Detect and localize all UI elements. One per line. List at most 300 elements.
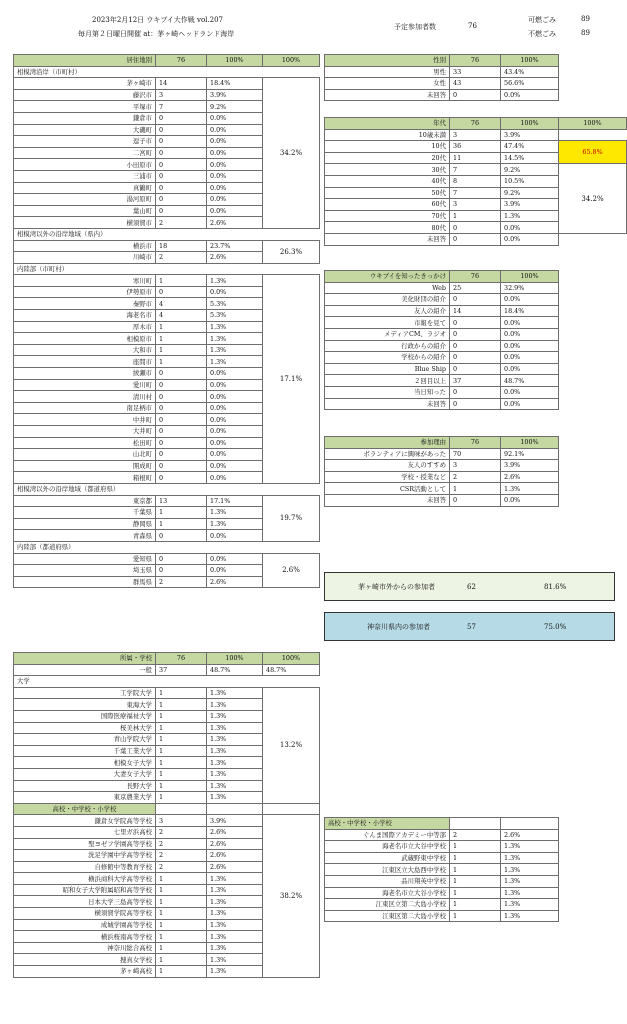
table-row [325,363,559,375]
place-name: 鎌倉市 [14,112,156,124]
count-cell: 1 [156,966,207,978]
place-name: 相模原市 [14,333,156,345]
place-name: 南足柄市 [14,402,156,414]
count-cell: 2 [156,576,207,588]
school-name: 七里ガ浜高校 [14,826,156,838]
age-label: 30代 [325,164,450,176]
count-cell: 1 [156,792,207,804]
count-cell: 0 [450,340,501,352]
place-name: 愛川町 [14,379,156,391]
pct-cell: 1.3% [501,852,559,864]
place-name: 埼玉県 [14,565,156,577]
burnable-label: 可燃ごみ [528,16,556,24]
header-cell: 100% [263,55,320,67]
count-cell: 1 [156,275,207,287]
section-row [14,228,320,240]
age-label: 50代 [325,187,450,199]
trigger-label: 市報を見て [325,317,450,329]
table-row [325,899,559,911]
gender-label: 未回答 [325,89,450,101]
table-row [14,240,320,252]
table-row [14,495,320,507]
group-summary: 17.1% [263,275,320,484]
group-summary: 19.7% [263,495,320,541]
school-table-2 [324,817,559,922]
count-cell: 0 [156,286,207,298]
count-cell: 1 [156,942,207,954]
pct-cell: 0.0% [207,460,263,472]
count-cell: 0 [156,414,207,426]
place-name: 大井町 [14,426,156,438]
header-cell: 性別 [325,55,450,67]
count-cell: 14 [450,305,501,317]
section-row [325,818,559,830]
pct-cell: 9.2% [501,164,559,176]
table-row [325,78,559,90]
pct-cell: 0.0% [207,530,263,542]
blank-cell [207,803,263,815]
count-cell: 2 [156,217,207,229]
count-cell: 1 [156,356,207,368]
trigger-label: 行政からの紹介 [325,340,450,352]
count-cell: 7 [450,164,501,176]
pct-cell: 23.7% [207,240,263,252]
gender-label: 女性 [325,78,450,90]
table-row [325,375,559,387]
blank-cell [559,129,627,141]
pct-cell: 0.0% [207,553,263,565]
school-name: 昭和女子大学附属昭和高等学校 [14,884,156,896]
pct-cell: 1.3% [501,875,559,887]
school-name: 江東区立大島西中学校 [325,864,450,876]
blank-cell [263,803,320,815]
header-cell: 居住地別 [14,55,156,67]
header-row [325,118,627,130]
section-title: 内陸部（市町村） [14,263,320,275]
header-cell: 100% [559,118,627,130]
header-cell: 100% [501,437,559,449]
pct-cell: 14.5% [501,152,559,164]
place-name: 海老名市 [14,310,156,322]
outside-label: 茅ヶ崎市外からの参加者 [358,582,435,591]
count-cell: 0 [450,233,501,245]
place-name: 伊勢原市 [14,286,156,298]
school-name: 江東区第二大島小学校 [325,910,450,922]
count-cell: 1 [156,919,207,931]
pct-cell: 3.9% [501,460,559,472]
trigger-table [324,270,559,410]
header-cell: 100% [501,271,559,283]
count-cell: 2 [156,861,207,873]
count-cell: 14 [156,78,207,90]
table-row [325,66,559,78]
table-row [325,494,559,506]
trigger-label: 当日知った [325,386,450,398]
header-cell: 100% [263,653,320,665]
group-summary: 2.6% [263,553,320,588]
count-cell: 0 [156,379,207,391]
table-row [325,864,559,876]
pct-cell: 0.0% [501,363,559,375]
school-name: ぐんま国際アカデミー中等部 [325,829,450,841]
header-row [325,271,559,283]
pct-cell: 1.3% [207,518,263,530]
section-title: 高校・中学校・小学校 [325,818,450,830]
pct-cell: 0.0% [207,437,263,449]
place-name: 松田町 [14,437,156,449]
pct-cell: 0.0% [501,222,559,234]
pct-cell: 1.3% [207,908,263,920]
table-row [325,141,627,153]
place-name: 二宮町 [14,147,156,159]
pct-cell: 2.6% [501,829,559,841]
place-name: 大和市 [14,344,156,356]
pct-cell: 1.3% [207,321,263,333]
school-name: 青山学院大学 [14,734,156,746]
count-cell: 1 [156,884,207,896]
count-cell: 11 [450,152,501,164]
count-cell: 2 [156,252,207,264]
header-cell: ウキブイを知ったきっかけ [325,271,450,283]
pct-cell: 0.0% [207,449,263,461]
section-row [14,483,320,495]
count-cell: 37 [450,375,501,387]
adult-summary: 34.2% [559,164,627,234]
trigger-label: ２回目以上 [325,375,450,387]
event-title: 2023年2月12日 ウキブイ大作戦 vol.207 [92,16,223,24]
count-cell: 43 [450,78,501,90]
residence-table [13,54,320,588]
pct-cell: 1.3% [207,780,263,792]
section-row [14,803,320,815]
count-cell: 1 [450,852,501,864]
pct-cell: 0.0% [207,426,263,438]
pct-cell: 1.3% [501,899,559,911]
pct-cell: 1.3% [207,699,263,711]
table-row [14,687,320,699]
pct-cell: 48.7% [207,664,263,676]
header-cell: 100% [207,653,263,665]
header-cell: 100% [207,55,263,67]
section-title: 高校・中学校・小学校 [14,803,156,815]
header-row [14,55,320,67]
count-cell: 1 [450,887,501,899]
pct-cell: 32.9% [501,282,559,294]
school-name: 東海大学 [14,699,156,711]
section-row [14,263,320,275]
pct-cell: 1.3% [207,966,263,978]
pct-cell: 2.6% [207,252,263,264]
count-cell: 2 [156,826,207,838]
count-cell: 0 [156,205,207,217]
header-cell: 76 [450,118,501,130]
count-cell: 0 [156,124,207,136]
count-cell: 0 [450,222,501,234]
general-row [14,664,320,676]
header-cell: 年代 [325,118,450,130]
kanagawa-participants-box [324,612,615,641]
place-name: 茅ヶ崎市 [14,78,156,90]
pct-cell: 0.0% [207,194,263,206]
school-name: 桜美林大学 [14,722,156,734]
count-cell: 0 [156,402,207,414]
count-cell: 0 [156,426,207,438]
school-name: 横浜商科大学高等学校 [14,873,156,885]
place-name: 青森県 [14,530,156,542]
blank-cell [156,803,207,815]
table-row [14,78,320,90]
table-row [325,352,559,364]
pct-cell: 0.0% [501,294,559,306]
count-cell: 0 [156,460,207,472]
school-name: 日本大学三島高等学校 [14,896,156,908]
place-name: 三浦市 [14,170,156,182]
reason-label: 友人のすすめ [325,460,450,472]
group-summary: 38.2% [263,815,320,977]
pct-cell: 0.0% [207,368,263,380]
pct-cell: 5.3% [207,298,263,310]
gender-table [324,54,559,101]
kanagawa-count: 57 [467,622,476,631]
school-name: 国際医療福祉大学 [14,710,156,722]
group-summary: 13.2% [263,687,320,803]
table-row [14,275,320,287]
count-cell: 0 [156,449,207,461]
pct-cell: 2.6% [207,826,263,838]
pct-cell: 48.7% [501,375,559,387]
count-cell: 0 [450,494,501,506]
count-cell: 1 [156,333,207,345]
count-cell: 1 [450,841,501,853]
age-label: 10歳未満 [325,129,450,141]
count-cell: 3 [156,89,207,101]
count-cell: 2 [156,838,207,850]
count-cell: 1 [156,734,207,746]
place-name: 逗子市 [14,136,156,148]
table-row [14,553,320,565]
pct-cell: 1.3% [207,919,263,931]
count-cell: 70 [450,448,501,460]
trigger-label: メディアCM、ラジオ [325,328,450,340]
trigger-label: Web [325,282,450,294]
trigger-label: 未回答 [325,398,450,410]
pct-cell: 0.0% [501,398,559,410]
count-cell: 36 [450,141,501,153]
count-cell: 0 [450,294,501,306]
table-row [325,164,627,176]
school-name: 品川翔英中学校 [325,875,450,887]
place-name: 静岡県 [14,518,156,530]
pct-cell: 1.3% [501,864,559,876]
school-name: 東京農業大学 [14,792,156,804]
pct-cell: 1.3% [207,710,263,722]
count-cell: 1 [156,768,207,780]
count-cell: 1 [156,321,207,333]
pct-cell: 92.1% [501,448,559,460]
place-name: 千葉県 [14,507,156,519]
nonburnable-value: 89 [581,29,590,37]
section-title: 大学 [14,676,320,688]
count-cell: 4 [156,298,207,310]
pct-cell: 0.0% [207,402,263,414]
count-cell: 1 [450,210,501,222]
table-row [325,887,559,899]
blank-cell [450,818,501,830]
count-cell: 0 [156,565,207,577]
pct-cell: 2.6% [501,471,559,483]
table-row [325,129,627,141]
place-name: 東京都 [14,495,156,507]
count-cell: 0 [450,352,501,364]
count-cell: 0 [156,170,207,182]
count-cell: 1 [450,899,501,911]
pct-cell: 0.0% [501,386,559,398]
pct-cell: 1.3% [501,910,559,922]
participants-label: 予定参加者数 [394,23,436,31]
pct-cell: 1.3% [207,275,263,287]
header-cell: 所属・学校 [14,653,156,665]
place-name: 横須賀市 [14,217,156,229]
count-cell: 0 [156,553,207,565]
count-cell: 1 [156,710,207,722]
age-label: 80代 [325,222,450,234]
place-name: 真鶴町 [14,182,156,194]
pct-cell: 17.1% [207,495,263,507]
place-name: 川崎市 [14,252,156,264]
school-name: 海老名市立大谷中学校 [325,841,450,853]
count-cell: 1 [156,745,207,757]
table-row [325,841,559,853]
pct-cell: 0.0% [207,414,263,426]
event-subtitle: 毎月第２日曜日開催 at：茅ヶ崎ヘッドランド海岸 [78,30,235,38]
school-name: 横須賀学院高等学校 [14,908,156,920]
count-cell: 1 [156,699,207,711]
pct-cell: 1.3% [207,954,263,966]
school-name: 海老名市立大谷小学校 [325,887,450,899]
count-cell: 13 [156,495,207,507]
count-cell: 1 [156,954,207,966]
count-cell: 1 [156,757,207,769]
reason-label: 未回答 [325,494,450,506]
youth-summary: 65.8% [559,141,627,164]
place-name: 藤沢市 [14,89,156,101]
count-cell: 0 [450,363,501,375]
header-cell: 100% [501,55,559,67]
pct-cell: 0.0% [501,317,559,329]
school-name: 大妻女子大学 [14,768,156,780]
count-cell: 0 [156,112,207,124]
pct-cell: 1.3% [501,841,559,853]
pct-cell: 2.6% [207,217,263,229]
count-cell: 1 [450,875,501,887]
school-name: 長野大学 [14,780,156,792]
header-row [325,55,559,67]
place-name: 寒川町 [14,275,156,287]
pct-cell: 5.3% [207,310,263,322]
count-cell: 1 [156,518,207,530]
count-cell: 1 [156,931,207,943]
pct-cell: 1.3% [207,333,263,345]
pct-cell: 0.0% [501,494,559,506]
pct-cell: 1.3% [207,687,263,699]
section-title: 相模湾以外の沿岸地域（県内） [14,228,320,240]
pct-cell: 2.6% [207,576,263,588]
group-summary: 34.2% [263,78,320,229]
section-row [14,676,320,688]
pct-cell: 3.9% [501,199,559,211]
pct-cell: 0.0% [207,170,263,182]
count-cell: 7 [156,101,207,113]
count-cell: 25 [450,282,501,294]
place-name: 平塚市 [14,101,156,113]
pct-cell: 1.3% [207,884,263,896]
count-cell: 37 [156,664,207,676]
count-cell: 0 [450,317,501,329]
age-label: 70代 [325,210,450,222]
table-row [325,305,559,317]
count-cell: 0 [156,136,207,148]
pct-cell: 0.0% [501,328,559,340]
school-name: 横浜桜南高等学校 [14,931,156,943]
reason-label: CSR活動として [325,483,450,495]
count-cell: 1 [450,483,501,495]
pct-cell: 9.2% [501,187,559,199]
pct-cell: 3.9% [207,815,263,827]
table-row [325,282,559,294]
place-name: 小田原市 [14,159,156,171]
header-cell: 76 [450,55,501,67]
school-name: 成城学園高等学校 [14,919,156,931]
kanagawa-label: 神奈川県内の参加者 [367,622,430,631]
pct-cell: 1.3% [207,792,263,804]
pct-cell: 1.3% [207,745,263,757]
pct-cell: 1.3% [207,356,263,368]
table-row [325,460,559,472]
participants-value: 76 [468,22,477,30]
pct-cell: 2.6% [207,861,263,873]
pct-cell: 1.3% [207,507,263,519]
count-cell: 1 [156,344,207,356]
count-cell: 0 [156,437,207,449]
pct-cell: 0.0% [207,124,263,136]
school-name: 神奈川総合高校 [14,942,156,954]
school-name: 千葉工業大学 [14,745,156,757]
pct-cell: 1.3% [207,757,263,769]
place-name: 湯河原町 [14,194,156,206]
place-name: 大磯町 [14,124,156,136]
table-row [325,328,559,340]
table-row [325,483,559,495]
school-name: 茅ヶ崎高校 [14,966,156,978]
school-name: 洗足学園中学高等学校 [14,850,156,862]
reason-label: ボランティアに興味があった [325,448,450,460]
trigger-label: Blue Ship [325,363,450,375]
affiliation-table [13,652,320,978]
school-name: 江東区立第二大島小学校 [325,899,450,911]
pct-cell: 1.3% [501,483,559,495]
place-name: 厚木市 [14,321,156,333]
count-cell: 0 [156,391,207,403]
table-row [325,317,559,329]
gender-label: 男性 [325,66,450,78]
count-cell: 8 [450,175,501,187]
place-name: 秦野市 [14,298,156,310]
pct-cell: 0.0% [207,391,263,403]
trigger-label: 美化財団の紹介 [325,294,450,306]
table-row [325,471,559,483]
count-cell: 1 [450,864,501,876]
pct-cell: 0.0% [501,89,559,101]
